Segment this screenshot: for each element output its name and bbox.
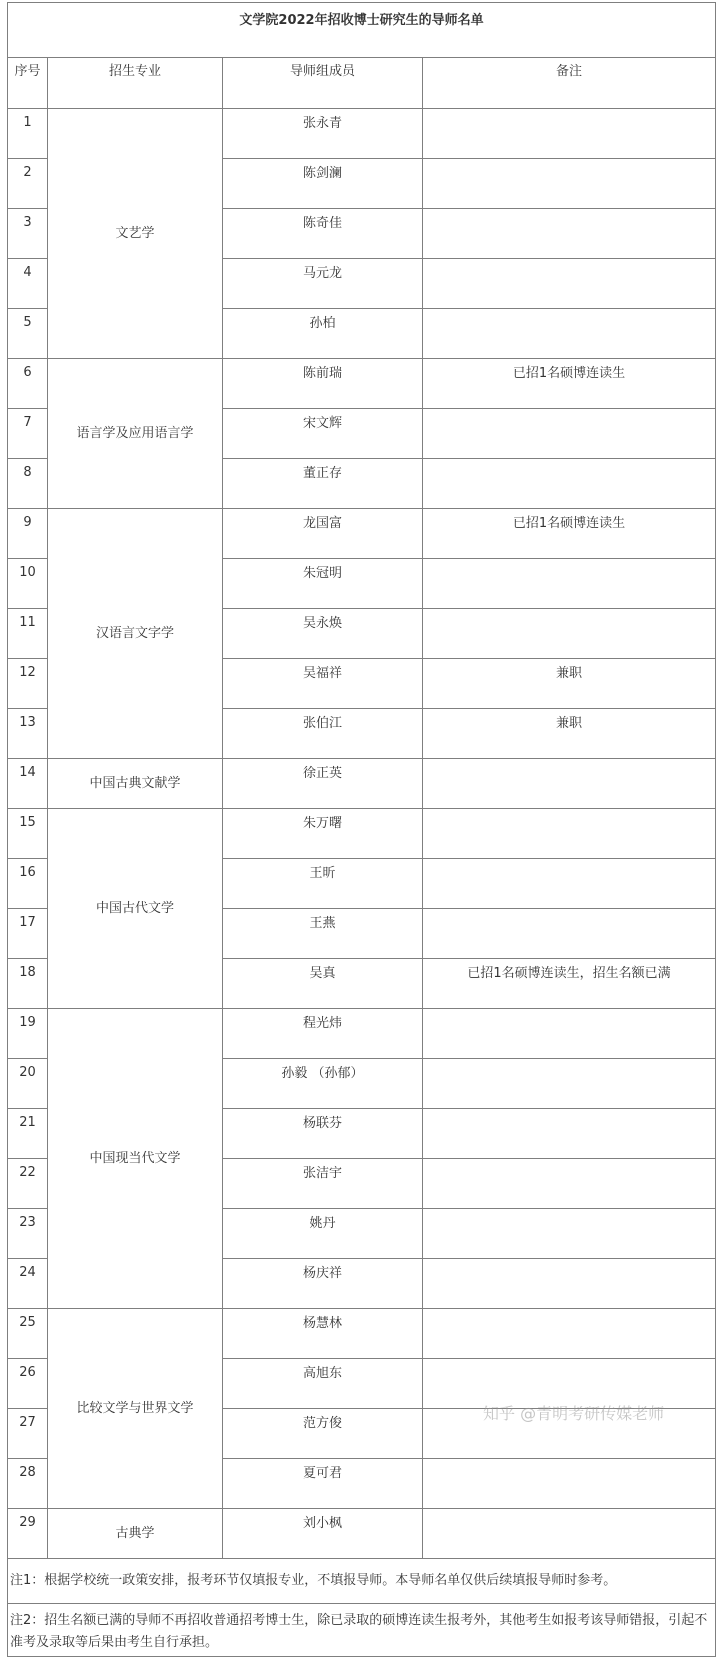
- remark-cell: [423, 909, 716, 959]
- specialty-cell: 文艺学: [48, 109, 223, 359]
- row-number: 18: [8, 959, 48, 1009]
- row-number: 5: [8, 309, 48, 359]
- advisor-cell: 张洁宇: [223, 1159, 423, 1209]
- row-number: 24: [8, 1259, 48, 1309]
- row-number: 29: [8, 1509, 48, 1559]
- advisor-cell: 朱冠明: [223, 559, 423, 609]
- row-number: 21: [8, 1109, 48, 1159]
- remark-cell: [423, 859, 716, 909]
- advisor-cell: 杨慧林: [223, 1309, 423, 1359]
- remark-cell: [423, 1009, 716, 1059]
- remark-cell: [423, 1159, 716, 1209]
- remark-cell: [423, 1359, 716, 1409]
- advisor-cell: 吴福祥: [223, 659, 423, 709]
- remark-cell: [423, 259, 716, 309]
- row-number: 2: [8, 159, 48, 209]
- advisor-cell: 陈前瑞: [223, 359, 423, 409]
- remark-cell: 兼职: [423, 709, 716, 759]
- remark-cell: [423, 1259, 716, 1309]
- advisor-cell: 马元龙: [223, 259, 423, 309]
- advisor-cell: 杨联芬: [223, 1109, 423, 1159]
- advisor-cell: 徐正英: [223, 759, 423, 809]
- header-no: 序号: [8, 58, 48, 109]
- table-row: [8, 109, 716, 159]
- table-row: [8, 1309, 716, 1359]
- specialty-cell: 语言学及应用语言学: [48, 359, 223, 509]
- header-remark: 备注: [423, 58, 716, 109]
- advisor-cell: 王昕: [223, 859, 423, 909]
- remark-cell: 兼职: [423, 659, 716, 709]
- remark-cell: [423, 159, 716, 209]
- row-number: 20: [8, 1059, 48, 1109]
- advisor-cell: 姚丹: [223, 1209, 423, 1259]
- remark-cell: [423, 759, 716, 809]
- remark-cell: [423, 309, 716, 359]
- note-text: 注1：根据学校统一政策安排，报考环节仅填报专业，不填报导师。本导师名单仅供后续填报导师时参考。: [8, 1559, 716, 1604]
- specialty-cell: 中国古典文献学: [48, 759, 223, 809]
- advisor-cell: 范方俊: [223, 1409, 423, 1459]
- specialty-cell: 中国现当代文学: [48, 1009, 223, 1309]
- table-row: [8, 509, 716, 559]
- advisor-cell: 宋文辉: [223, 409, 423, 459]
- row-number: 23: [8, 1209, 48, 1259]
- header-advisors: 导师组成员: [223, 58, 423, 109]
- advisor-cell: 董正存: [223, 459, 423, 509]
- advisor-cell: 陈奇佳: [223, 209, 423, 259]
- remark-cell: [423, 1409, 716, 1459]
- advisor-cell: 吴真: [223, 959, 423, 1009]
- specialty-cell: 古典学: [48, 1509, 223, 1559]
- advisor-cell: 王燕: [223, 909, 423, 959]
- table-row: [8, 1009, 716, 1059]
- row-number: 25: [8, 1309, 48, 1359]
- row-number: 6: [8, 359, 48, 409]
- row-number: 4: [8, 259, 48, 309]
- advisor-cell: 张伯江: [223, 709, 423, 759]
- advisor-cell: 吴永焕: [223, 609, 423, 659]
- remark-cell: [423, 1309, 716, 1359]
- table-title: 文学院2022年招收博士研究生的导师名单: [8, 3, 716, 58]
- row-number: 11: [8, 609, 48, 659]
- advisor-cell: 程光炜: [223, 1009, 423, 1059]
- row-number: 12: [8, 659, 48, 709]
- specialty-cell: 汉语言文字学: [48, 509, 223, 759]
- row-number: 7: [8, 409, 48, 459]
- note-row: [8, 1559, 716, 1604]
- header-specialty: 招生专业: [48, 58, 223, 109]
- remark-cell: [423, 459, 716, 509]
- advisor-cell: 杨庆祥: [223, 1259, 423, 1309]
- row-number: 14: [8, 759, 48, 809]
- advisor-cell: 夏可君: [223, 1459, 423, 1509]
- row-number: 17: [8, 909, 48, 959]
- row-number: 19: [8, 1009, 48, 1059]
- remark-cell: [423, 809, 716, 859]
- remark-cell: [423, 559, 716, 609]
- row-number: 28: [8, 1459, 48, 1509]
- remark-cell: [423, 1509, 716, 1559]
- advisor-cell: 朱万曙: [223, 809, 423, 859]
- advisor-cell: 龙国富: [223, 509, 423, 559]
- specialty-cell: 中国古代文学: [48, 809, 223, 1009]
- advisor-cell: 孙毅 （孙郁）: [223, 1059, 423, 1109]
- advisor-cell: 孙柏: [223, 309, 423, 359]
- note-text: 注2：招生名额已满的导师不再招收普通招考博士生，除已录取的硕博连读生报考外，其他考生如报考该导师错报，引起不准考及录取等后果由考生自行承担。: [8, 1604, 716, 1657]
- table-row: [8, 809, 716, 859]
- remark-cell: [423, 109, 716, 159]
- table-row: [8, 359, 716, 409]
- row-number: 16: [8, 859, 48, 909]
- advisor-cell: 张永青: [223, 109, 423, 159]
- remark-cell: [423, 1059, 716, 1109]
- row-number: 1: [8, 109, 48, 159]
- remark-cell: [423, 609, 716, 659]
- table-row: [8, 1509, 716, 1559]
- advisor-cell: 陈剑澜: [223, 159, 423, 209]
- advisor-cell: 高旭东: [223, 1359, 423, 1409]
- row-number: 10: [8, 559, 48, 609]
- row-number: 9: [8, 509, 48, 559]
- advisor-table: [7, 2, 716, 1657]
- remark-cell: 已招1名硕博连读生: [423, 359, 716, 409]
- specialty-cell: 比较文学与世界文学: [48, 1309, 223, 1509]
- row-number: 8: [8, 459, 48, 509]
- watermark: 知乎 @青明考研传媒老师: [483, 1404, 665, 1423]
- remark-cell: [423, 1209, 716, 1259]
- row-number: 26: [8, 1359, 48, 1409]
- title-row: [8, 3, 716, 58]
- remark-cell: [423, 209, 716, 259]
- remark-cell: 已招1名硕博连读生，招生名额已满: [423, 959, 716, 1009]
- advisor-cell: 刘小枫: [223, 1509, 423, 1559]
- row-number: 27: [8, 1409, 48, 1459]
- remark-cell: [423, 1459, 716, 1509]
- remark-cell: [423, 1109, 716, 1159]
- row-number: 3: [8, 209, 48, 259]
- note-row: [8, 1604, 716, 1657]
- row-number: 15: [8, 809, 48, 859]
- remark-cell: 已招1名硕博连读生: [423, 509, 716, 559]
- table-row: [8, 759, 716, 809]
- row-number: 22: [8, 1159, 48, 1209]
- remark-cell: [423, 409, 716, 459]
- header-row: [8, 58, 716, 109]
- row-number: 13: [8, 709, 48, 759]
